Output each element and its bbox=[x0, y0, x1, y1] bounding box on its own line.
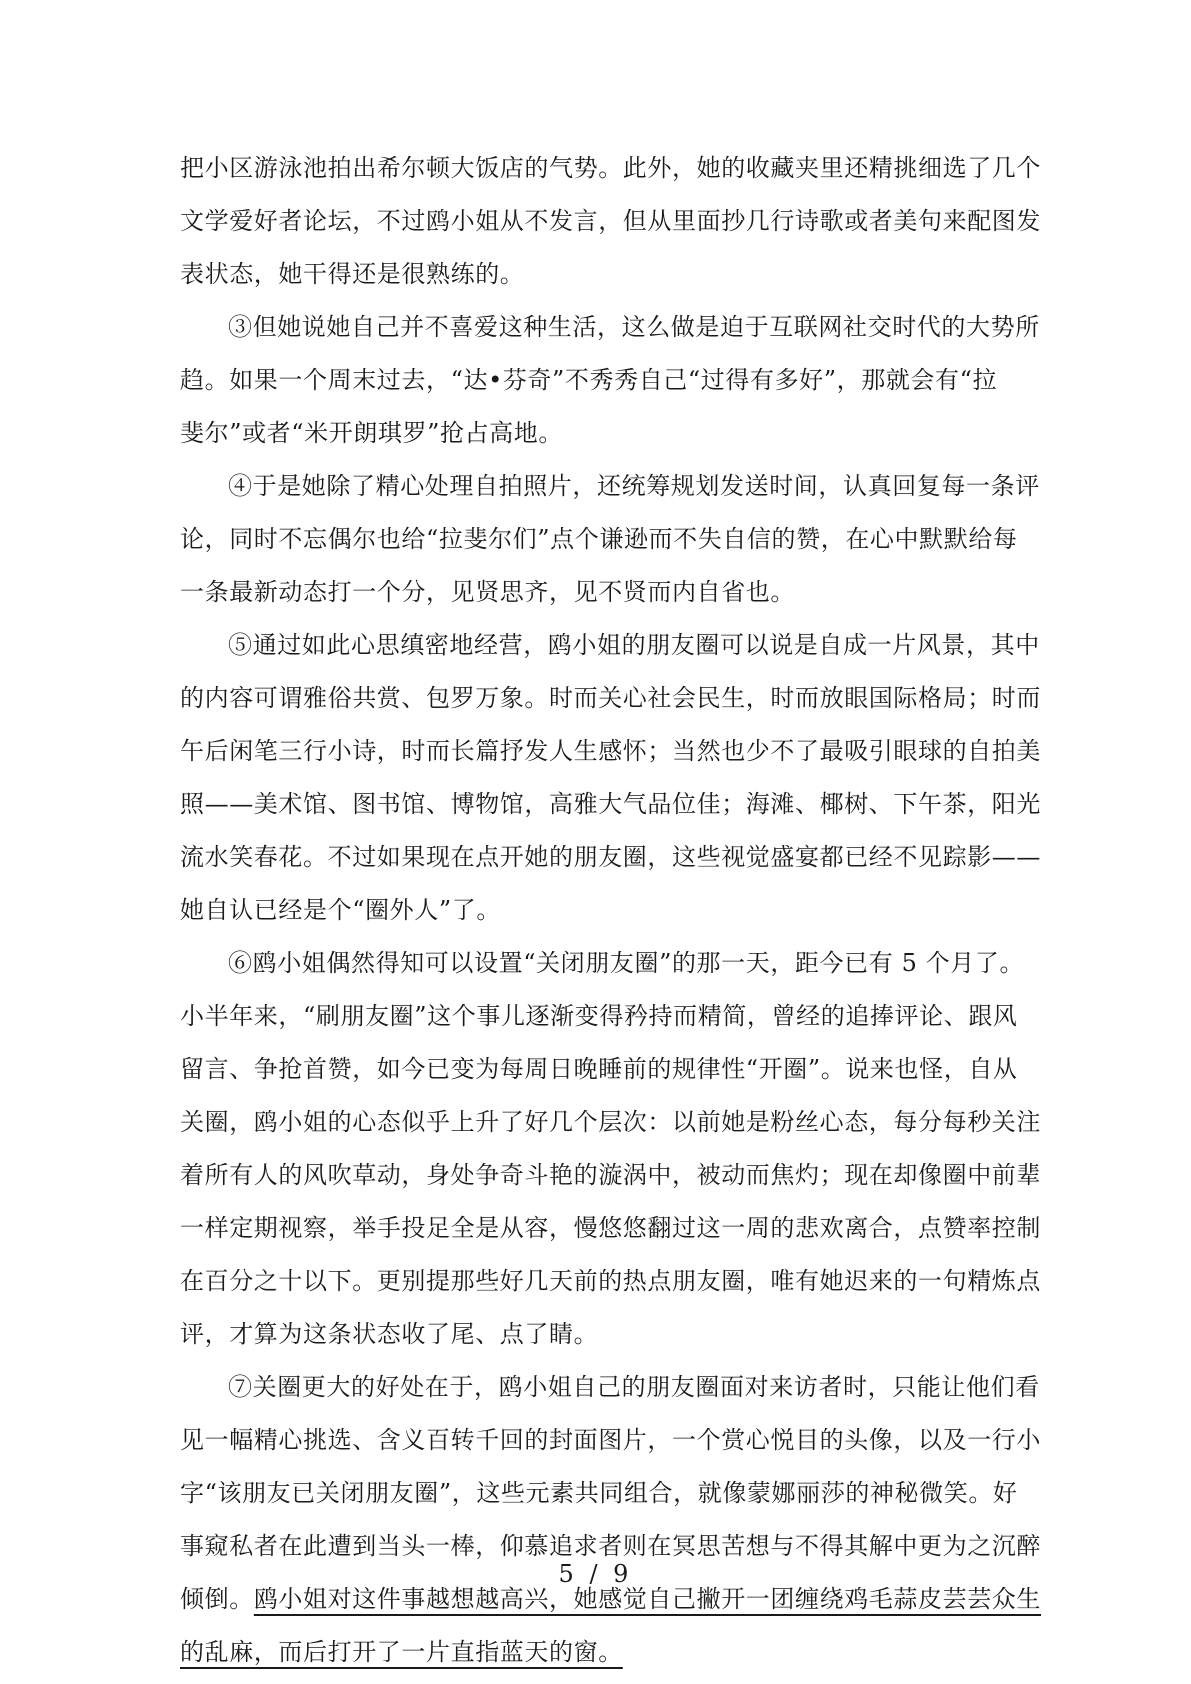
text-line: 她自认已经是个“圈外人”了。 bbox=[180, 896, 501, 924]
text-line: 斐尔”或者“米开朗琪罗”抢占高地。 bbox=[180, 419, 564, 447]
text-line: 在百分之十以下。更别提那些好几天前的热点朋友圈，唯有她迟来的一句精炼点 bbox=[180, 1267, 1041, 1295]
text-line-underlined bbox=[180, 1626, 1020, 1679]
text-line: 留言、争抢首赞，如今已变为每周日晚睡前的规律性“开圈”。说来也怪，自从 bbox=[180, 1055, 1018, 1083]
text-line: 字“该朋友已关闭朋友圈”，这些元素共同组合，就像蒙娜丽莎的神秘微笑。好 bbox=[180, 1479, 1018, 1507]
underlined-sentence-part-1: 鸥小姐对这件事越想越高兴，她感觉自己撇开一团缠绕鸡毛蒜皮芸芸众生 bbox=[253, 1585, 1042, 1613]
text-line: 表状态，她干得还是很熟练的。 bbox=[180, 260, 525, 288]
paragraph-5-start: ⑤通过如此心思缜密地经营，鸥小姐的朋友圈可以说是自成一片风景，其中 bbox=[228, 631, 1040, 659]
text-segment: 倾倒。 bbox=[180, 1585, 254, 1613]
text-line: 趋。如果一个周末过去，“达•芬奇”不秀秀自己“过得有多好”，那就会有“拉 bbox=[180, 366, 998, 394]
body-text bbox=[180, 142, 1042, 1679]
text-line: 关圈，鸥小姐的心态似乎上升了好几个层次：以前她是粉丝心态，每分每秒关注 bbox=[180, 1108, 1041, 1136]
underlined-sentence-part-2: 的乱麻，而后打开了一片直指蓝天的窗。 bbox=[180, 1638, 623, 1666]
text-line: 论，同时不忘偶尔也给“拉斐尔们”点个谦逊而不失自信的赞，在心中默默给每 bbox=[180, 525, 1018, 553]
text-line: 流水笑春花。不过如果现在点开她的朋友圈，这些视觉盛宴都已经不见踪影—— bbox=[180, 843, 1041, 871]
text-line: 照——美术馆、图书馆、博物馆，高雅大气品位佳；海滩、椰树、下午茶，阳光 bbox=[180, 790, 1041, 818]
paragraph-7-start: ⑦关圈更大的好处在于，鸥小姐自己的朋友圈面对来访者时，只能让他们看 bbox=[228, 1373, 1040, 1401]
text-line: 事窥私者在此遭到当头一棒，仰慕追求者则在冥思苦想与不得其解中更为之沉醉 bbox=[180, 1532, 1041, 1560]
text-line: 把小区游泳池拍出希尔顿大饭店的气势。此外，她的收藏夹里还精挑细选了几个 bbox=[180, 154, 1041, 182]
text-line: 着所有人的风吹草动，身处争奇斗艳的漩涡中，被动而焦灼；现在却像圈中前辈 bbox=[180, 1161, 1041, 1189]
text-line: 一条最新动态打一个分，见贤思齐，见不贤而内自省也。 bbox=[180, 578, 795, 606]
paragraph-6-start: ⑥鸥小姐偶然得知可以设置“关闭朋友圈”的那一天，距今已有 5 个月了。 bbox=[228, 949, 1025, 977]
text-line: 评，才算为这条状态收了尾、点了睛。 bbox=[180, 1320, 599, 1348]
text-line: 一样定期视察，举手投足全是从容，慢悠悠翻过这一周的悲欢离合，点赞率控制 bbox=[180, 1214, 1041, 1242]
paragraph-4-start: ④于是她除了精心处理自拍照片，还统筹规划发送时间，认真回复每一条评 bbox=[228, 472, 1040, 500]
text-line: 的内容可谓雅俗共赏、包罗万象。时而关心社会民生，时而放眼国际格局；时而 bbox=[180, 684, 1041, 712]
page-number: 5 / 9 bbox=[558, 1560, 633, 1588]
text-line: 小半年来，“刷朋友圈”这个事儿逐渐变得矜持而精简，曾经的追捧评论、跟风 bbox=[180, 1002, 1018, 1030]
paragraph-3-start: ③但她说她自己并不喜爱这种生活，这么做是迫于互联网社交时代的大势所 bbox=[228, 313, 1040, 341]
text-line: 文学爱好者论坛，不过鸥小姐从不发言，但从里面抄几行诗歌或者美句来配图发 bbox=[180, 207, 1041, 235]
text-line: 见一幅精心挑选、含义百转千回的封面图片，一个赏心悦目的头像，以及一行小 bbox=[180, 1426, 1041, 1454]
text-line: 午后闲笔三行小诗，时而长篇抒发人生感怀；当然也少不了最吸引眼球的自拍美 bbox=[180, 737, 1041, 765]
